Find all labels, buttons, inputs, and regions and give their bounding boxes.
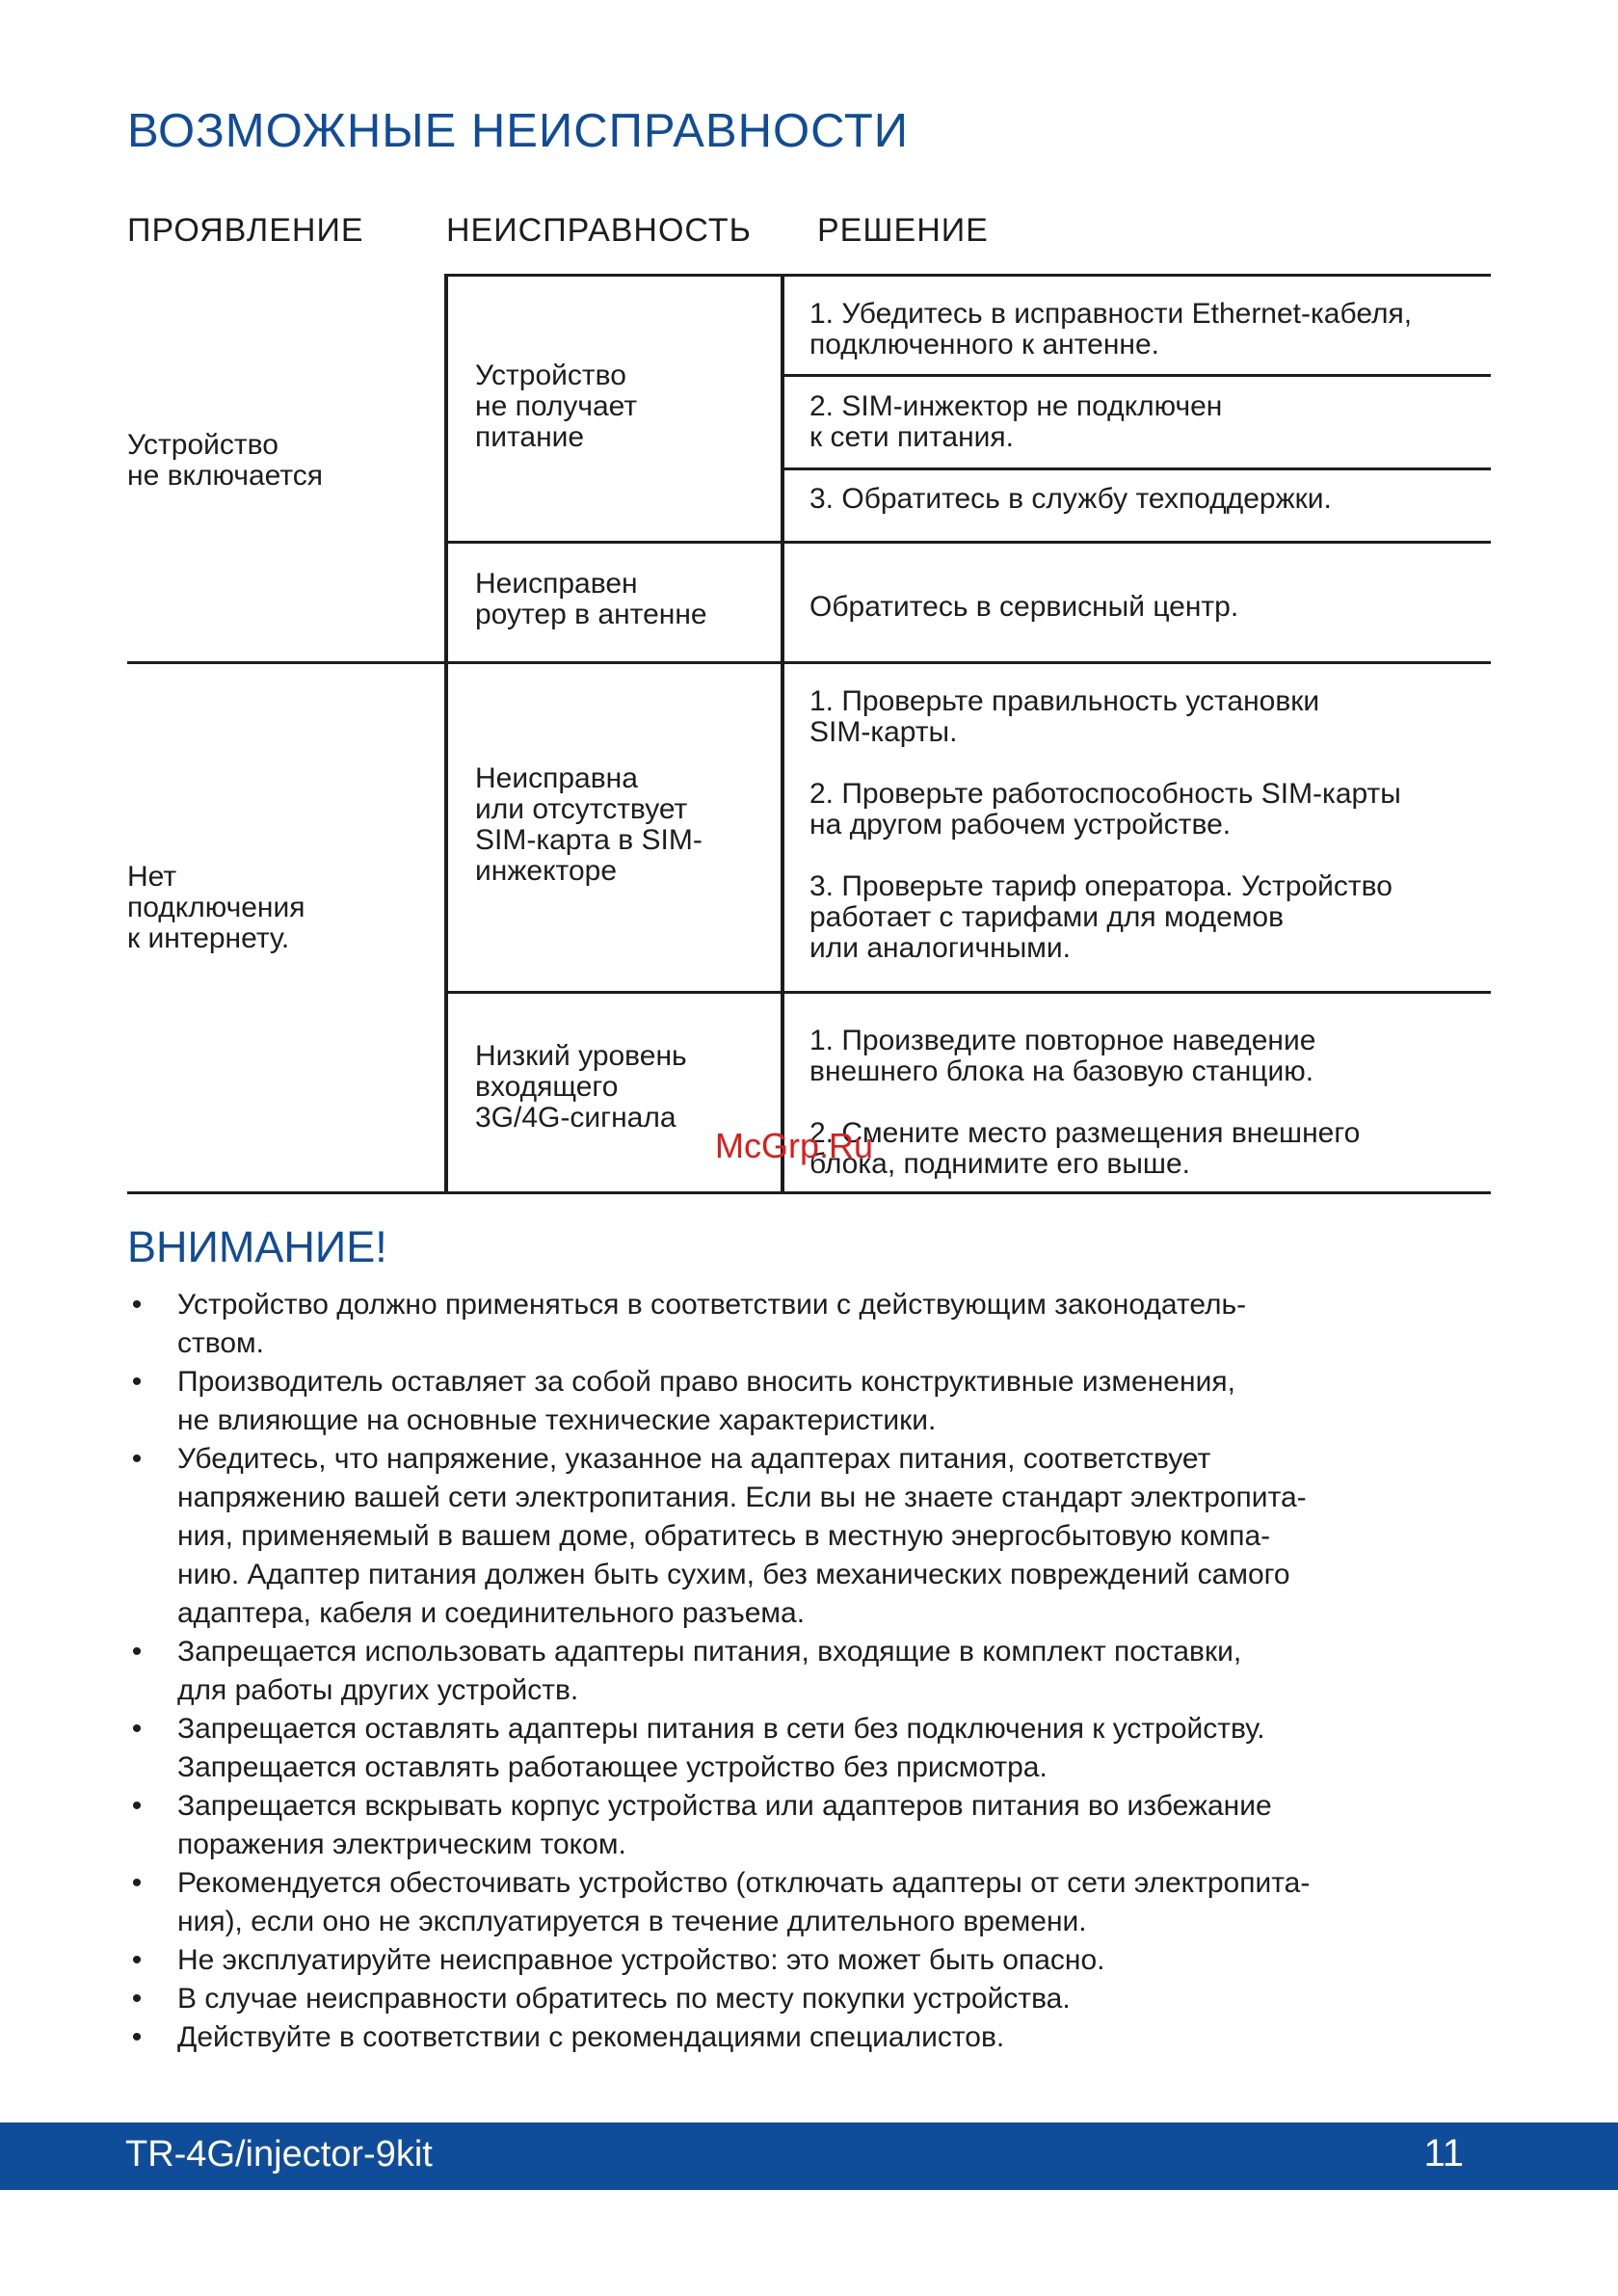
page-title: ВОЗМОЖНЫЕ НЕИСПРАВНОСТИ <box>127 105 909 157</box>
row-divider <box>782 467 1491 470</box>
fault-router: Неисправен роутер в антенне <box>475 568 707 630</box>
footer-bar <box>0 2122 1618 2190</box>
bullet-icon: • <box>131 1983 143 2015</box>
list-item: • Рекомендуется обесточивать устройство (отключать адаптеры от сети электропита- ния), если оно не эксплуатируется в течение длительного времени. <box>127 1864 1505 1941</box>
list-item: • Не эксплуатируйте неисправное устройство: это может быть опасно. <box>127 1941 1505 1980</box>
list-item: • Запрещается вскрывать корпус устройства или адаптеров питания во избежание поражения электрическим током. <box>127 1787 1505 1864</box>
bullet-icon: • <box>131 1636 143 1668</box>
column-header-fault: НЕИСПРАВНОСТЬ <box>446 212 752 249</box>
bullet-icon: • <box>131 1443 143 1475</box>
bullet-icon: • <box>131 1713 143 1745</box>
attention-list <box>127 1286 1505 2057</box>
solution-item: 2. Смените место размещения внешнего блока, поднимите его выше. <box>809 1117 1361 1180</box>
fault-no-power: Устройство не получает питание <box>475 360 638 453</box>
list-item: • В случае неисправности обратитесь по месту покупки устройства. <box>127 1980 1505 2018</box>
table-top-rule <box>448 274 1491 277</box>
column-header-solution: РЕШЕНИЕ <box>817 212 989 249</box>
bullet-icon: • <box>131 1366 143 1398</box>
list-item: • Запрещается оставлять адаптеры питания в сети без подключения к устройству. Запрещается оставлять работающее устройство без присмотра. <box>127 1710 1505 1787</box>
watermark: McGrp.Ru <box>715 1126 874 1165</box>
solution-item: Обратитесь в сервисный центр. <box>809 591 1239 623</box>
symptom-no-internet: Нет подключения к интернету. <box>127 861 305 954</box>
table-bottom-rule <box>127 1191 1491 1194</box>
page-number: 11 <box>1423 2132 1464 2175</box>
bullet-icon: • <box>131 1944 143 1976</box>
column-divider <box>781 274 784 1194</box>
bullet-icon: • <box>131 1289 143 1321</box>
bullet-icon: • <box>131 1790 143 1822</box>
solution-item: 3. Обратитесь в службу техподдержки. <box>809 483 1332 515</box>
solution-item: 1. Убедитесь в исправности Ethernet-кабеля, подключенного к антенне. <box>809 298 1413 360</box>
solution-item: 2. Проверьте работоспособность SIM-карты на другом рабочем устройстве. <box>809 778 1401 841</box>
list-item: • Убедитесь, что напряжение, указанное на адаптерах питания, соответствует напряжению вашей сети электропитания. Если вы не знаете стандарт электропита- ния, применяемый в вашем доме, обратитесь в местную энергосбытовую компа- нию. Адаптер питания должен быть сухим, без механических повреждений самого адаптера, кабеля и соединительного разъема. <box>127 1440 1505 1633</box>
footer-model-name: TR-4G/injector-9kit <box>125 2134 433 2175</box>
fault-sim-card: Неисправна или отсутствует SIM-карта в SIM- инжекторе <box>475 762 703 887</box>
row-divider <box>782 374 1491 377</box>
list-item: • Запрещается использовать адаптеры питания, входящие в комплект поставки, для работы других устройств. <box>127 1633 1505 1710</box>
attention-title: ВНИМАНИЕ! <box>127 1222 387 1271</box>
row-divider <box>448 541 1491 544</box>
row-divider <box>448 991 1491 994</box>
list-item: • Устройство должно применяться в соответствии с действующим законодатель- ством. <box>127 1286 1505 1363</box>
fault-low-signal: Низкий уровень входящего 3G/4G-сигнала <box>475 1040 687 1134</box>
bullet-icon: • <box>131 1867 143 1899</box>
list-item: • Действуйте в соответствии с рекомендациями специалистов. <box>127 2018 1505 2057</box>
symptom-no-power-on: Устройство не включается <box>127 429 323 492</box>
bullet-icon: • <box>131 2021 143 2053</box>
list-item: • Производитель оставляет за собой право вносить конструктивные изменения, не влияющие на основные технические характеристики. <box>127 1363 1505 1440</box>
solution-item: 3. Проверьте тариф оператора. Устройство работает с тарифами для модемов или аналогичными. <box>809 870 1393 964</box>
group-divider <box>127 661 1491 664</box>
column-header-symptom: ПРОЯВЛЕНИЕ <box>127 212 364 249</box>
solution-item: 1. Проверьте правильность установки SIM-карты. <box>809 685 1320 748</box>
solution-item: 1. Произведите повторное наведение внешнего блока на базовую станцию. <box>809 1025 1316 1087</box>
column-divider <box>444 274 448 1194</box>
solution-item: 2. SIM-инжектор не подключен к сети питания. <box>809 390 1223 453</box>
